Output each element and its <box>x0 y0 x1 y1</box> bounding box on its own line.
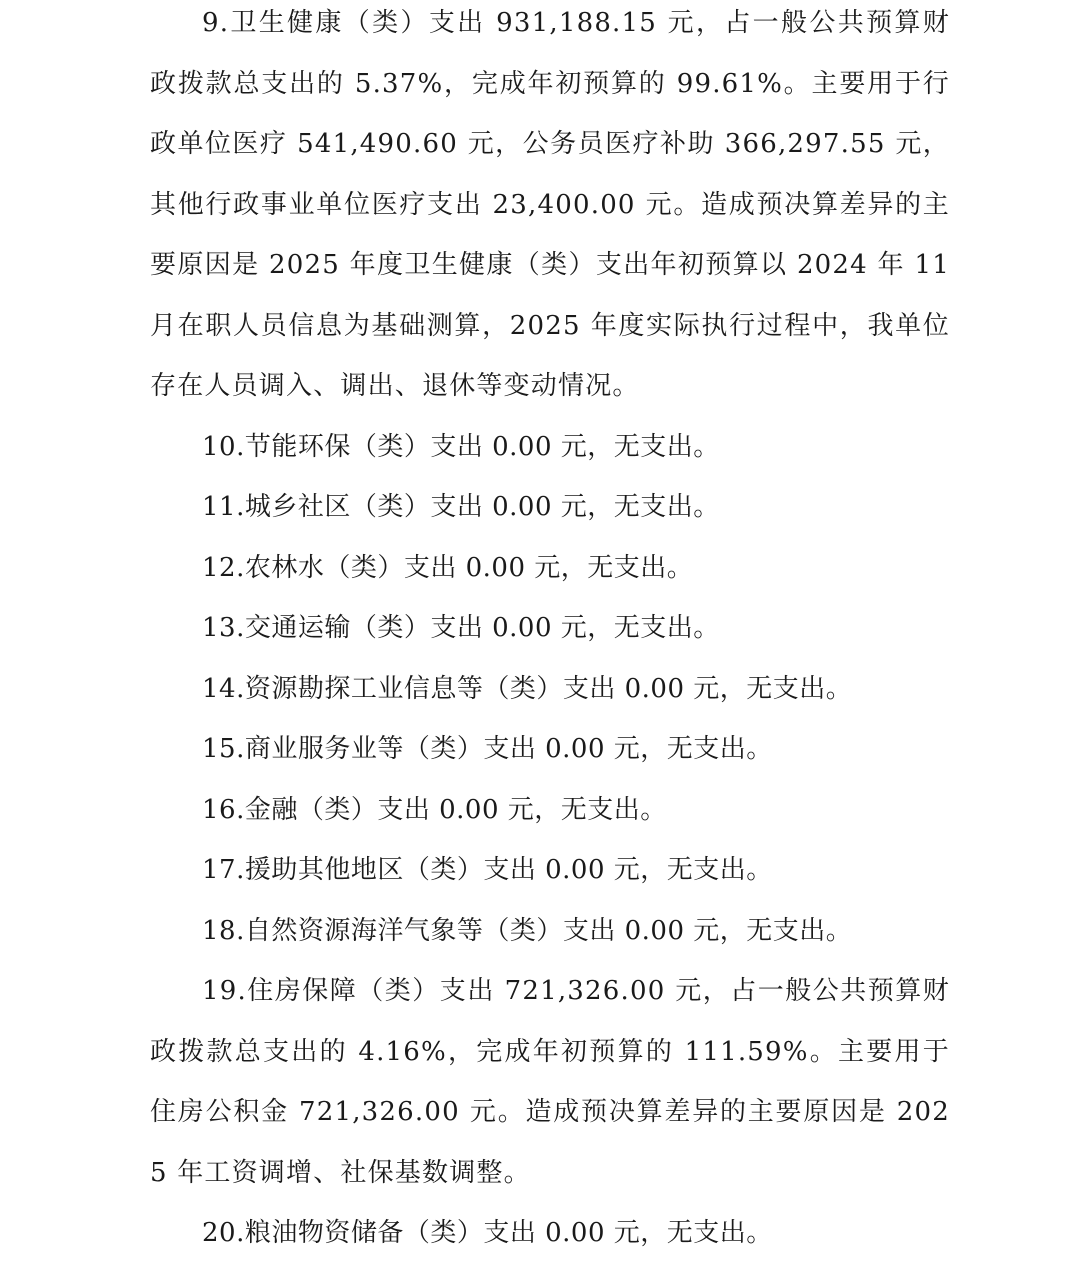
paragraph-aid: 17.援助其他地区（类）支出 0.00 元，无支出。 <box>202 855 773 885</box>
paragraph-resources: 14.资源勘探工业信息等（类）支出 0.00 元，无支出。 <box>202 673 853 704</box>
paragraph-transport: 13.交通运输（类）支出 0.00 元，无支出。 <box>202 613 720 643</box>
paragraph-energy: 10.节能环保（类）支出 0.00 元，无支出。 <box>202 431 720 462</box>
paragraph-agriculture: 12.农林水（类）支出 0.00 元，无支出。 <box>202 552 694 583</box>
paragraph-finance: 16.金融（类）支出 0.00 元，无支出。 <box>202 794 667 825</box>
paragraph-health: 9.卫生健康（类）支出 931,188.15 元，占一般公共预算财政拨款总支出的 5.37%，完成年初预算的 99.61%。主要用于行政单位医疗 541,490.60 元，公务员医疗补助 366,297.55 元，其他行政事业单位医疗支出 23,400.00 元。造成预决算差异的主要原因是 2025 年度卫生健康（类）支出年初预算以 2024 年 11 月在职人员信息为基础测算，2025 年度实际执行过程中，我单位存在人员调入、调出、退休等变动情况。 <box>150 8 950 401</box>
paragraph-commerce: 15.商业服务业等（类）支出 0.00 元，无支出。 <box>202 734 773 764</box>
paragraph-grain-reserve: 20.粮油物资储备（类）支出 0.00 元，无支出。 <box>202 1218 773 1248</box>
document-page <box>150 0 950 1264</box>
paragraph-housing: 19.住房保障（类）支出 721,326.00 元，占一般公共预算财政拨款总支出的 4.16%，完成年初预算的 111.59%。主要用于住房公积金 721,326.00 元。造成预决算差异的主要原因是 2025 年工资调增、社保基数调整。 <box>150 976 950 1188</box>
paragraph-urban-rural: 11.城乡社区（类）支出 0.00 元，无支出。 <box>202 492 720 522</box>
paragraph-natural-resources: 18.自然资源海洋气象等（类）支出 0.00 元，无支出。 <box>202 915 853 946</box>
